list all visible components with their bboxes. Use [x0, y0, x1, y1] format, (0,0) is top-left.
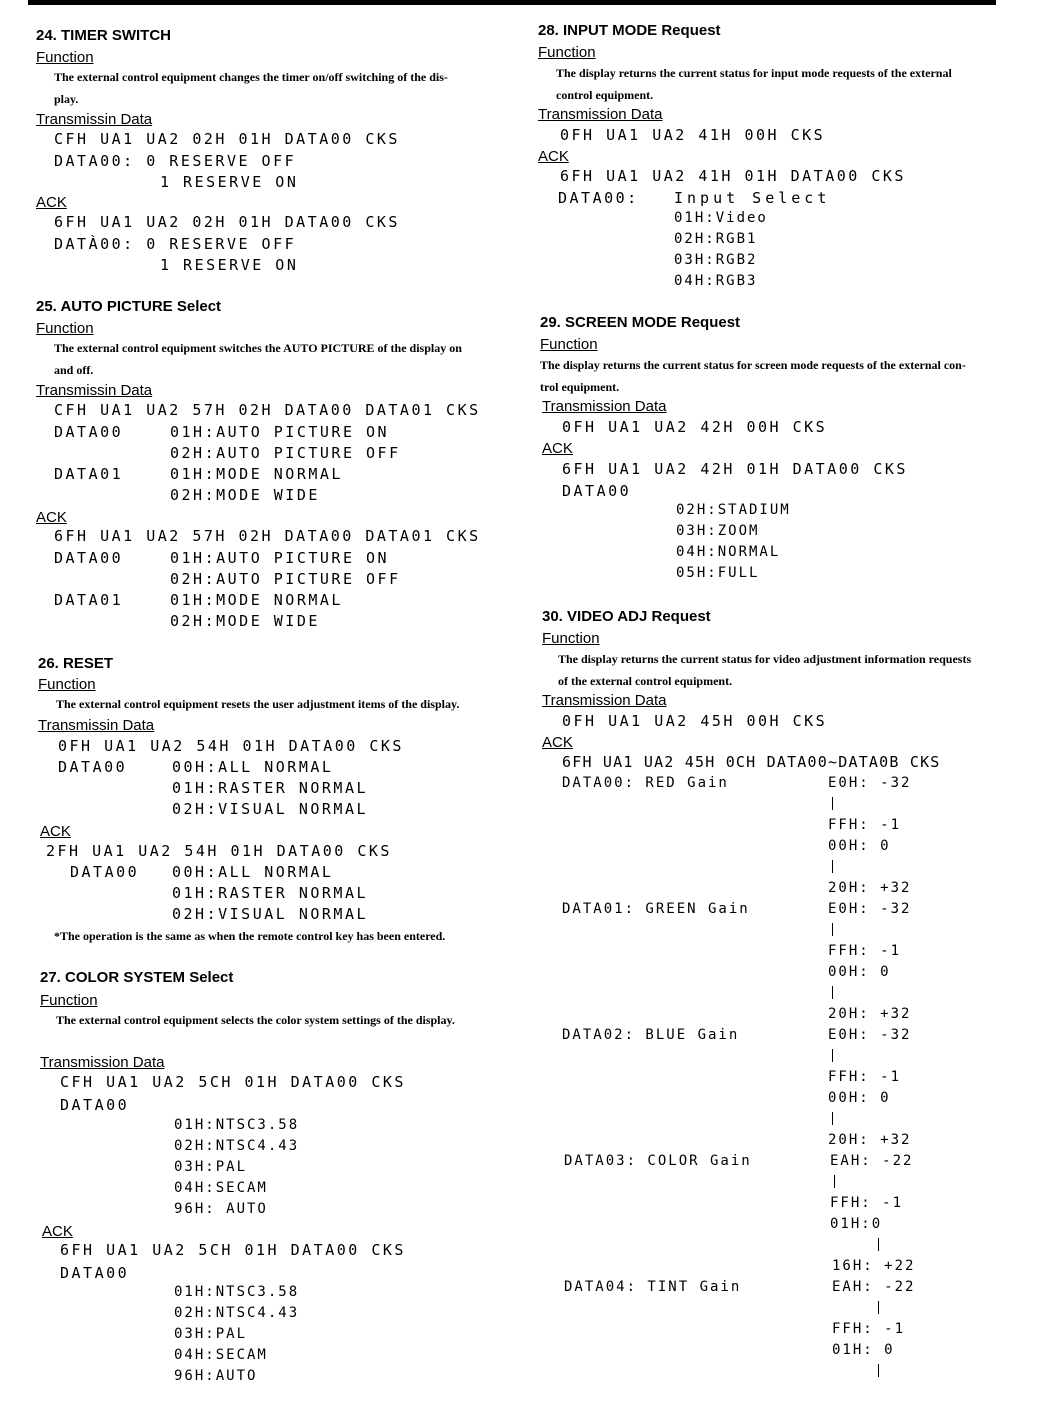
section-25-ack-data01-label: DATA01 [54, 591, 124, 609]
section-24-tx-command: CFH UA1 UA2 02H 01H DATA00 CKS [54, 130, 400, 148]
section-25-tx-data00-label: DATA00 [54, 423, 124, 441]
section-25-ack-data01-opt2: 02H:MODE WIDE [170, 612, 320, 630]
section-28-input-select: Input Select [674, 189, 831, 207]
range-tick [832, 923, 833, 936]
function-label: Function [36, 320, 94, 337]
section-28-opt3: 03H:RGB2 [674, 252, 758, 268]
section-29-opt4: 05H:FULL [676, 565, 760, 581]
section-24-description-cont: play. [54, 92, 79, 106]
section-25-tx-data01-opt2: 02H:MODE WIDE [170, 486, 320, 504]
section-25-ack-data01-opt1: 01H:MODE NORMAL [170, 591, 343, 609]
section-27-tx-data00-label: DATA00 [60, 1096, 130, 1114]
section-25-ack-data00-opt1: 01H:AUTO PICTURE ON [170, 549, 390, 567]
section-26-tx-data00-label: DATA00 [58, 758, 128, 776]
section-27-tx-opt5: 96H: AUTO [174, 1201, 268, 1217]
section-27-tx-opt4: 04H:SECAM [174, 1180, 268, 1196]
section-26-tx-command: 0FH UA1 UA2 54H 01H DATA00 CKS [58, 737, 404, 755]
ack-label: ACK [42, 1223, 73, 1240]
section-24-tx-line1: DATA00: 0 RESERVE OFF [54, 152, 297, 170]
range-tick [834, 1175, 835, 1188]
section-27-title: 27. COLOR SYSTEM Select [40, 969, 234, 986]
section-29-opt2: 03H:ZOOM [676, 523, 760, 539]
function-label: Function [40, 992, 98, 1009]
section-26-ack-opt1: 00H:ALL NORMAL [172, 863, 334, 881]
section-30-row-min: E0H: -32 [828, 901, 912, 917]
section-30-row-label: DATA00: RED Gain [562, 775, 729, 791]
section-28-ack-command: 6FH UA1 UA2 41H 01H DATA00 CKS [560, 167, 906, 185]
section-29-ack-command: 6FH UA1 UA2 42H 01H DATA00 CKS [562, 460, 908, 478]
section-24-description: The external control equipment changes the timer on/off switching of the dis- [54, 70, 448, 84]
section-29-opt1: 02H:STADIUM [676, 502, 791, 518]
section-25-ack-data00-opt2: 02H:AUTO PICTURE OFF [170, 570, 401, 588]
transmission-label: Transmissin Data [36, 111, 153, 128]
section-27-tx-opt1: 01H:NTSC3.58 [174, 1117, 300, 1133]
section-26-ack-data00-label: DATA00 [70, 863, 140, 881]
section-27-tx-opt3: 03H:PAL [174, 1159, 248, 1175]
ack-label: ACK [36, 194, 67, 211]
function-label: Function [36, 49, 94, 66]
section-26-tx-opt1: 00H:ALL NORMAL [172, 758, 334, 776]
function-label: Function [540, 336, 598, 353]
section-26-tx-opt2: 01H:RASTER NORMAL [172, 779, 369, 797]
section-28-opt2: 02H:RGB1 [674, 231, 758, 247]
section-25-title: 25. AUTO PICTURE Select [36, 298, 222, 315]
section-29-description: The display returns the current status for screen mode requests of the external con- [540, 358, 966, 372]
section-26-note: *The operation is the same as when the remote control key has been entered. [54, 929, 446, 943]
section-27-ack-opt1: 01H:NTSC3.58 [174, 1284, 300, 1300]
section-29-opt3: 04H:NORMAL [676, 544, 781, 560]
section-30-row-minus1: FFH: -1 [830, 1195, 904, 1211]
section-30-row-zero: 00H: 0 [828, 838, 891, 854]
section-29-description-cont: trol equipment. [540, 380, 620, 394]
function-label: Function [542, 630, 600, 647]
ack-label: ACK [538, 148, 569, 165]
section-27-ack-opt4: 04H:SECAM [174, 1347, 268, 1363]
section-30-row-min: EAH: -22 [830, 1153, 914, 1169]
section-28-description: The display returns the current status for input mode requests of the external [556, 66, 952, 80]
section-24-ack-line2: 1 RESERVE ON [160, 256, 299, 274]
section-30-row-min: E0H: -32 [828, 775, 912, 791]
ack-label: ACK [542, 440, 573, 457]
section-24-tx-line2: 1 RESERVE ON [160, 173, 299, 191]
section-27-ack-data00-label: DATA00 [60, 1264, 130, 1282]
section-30-row-label: DATA04: TINT Gain [564, 1279, 742, 1295]
section-28-tx-command: 0FH UA1 UA2 41H 00H CKS [560, 126, 826, 144]
section-28-ack-data00-label: DATA00: [558, 189, 639, 207]
section-30-row-label: DATA02: BLUE Gain [562, 1027, 740, 1043]
transmission-label: Transmission Data [542, 692, 667, 709]
section-29-title: 29. SCREEN MODE Request [540, 314, 741, 331]
ack-label: ACK [542, 734, 573, 751]
section-30-row-min: E0H: -32 [828, 1027, 912, 1043]
section-30-row-zero: 00H: 0 [828, 1090, 891, 1106]
section-30-row-zero: 01H:0 [830, 1216, 883, 1232]
section-24-ack-command: 6FH UA1 UA2 02H 01H DATA00 CKS [54, 213, 400, 231]
range-tick [832, 1112, 833, 1125]
section-30-ack-command: 6FH UA1 UA2 45H 0CH DATA00~DATA0B CKS [562, 753, 941, 771]
section-26-ack-command: 2FH UA1 UA2 54H 01H DATA00 CKS [46, 842, 392, 860]
section-30-row-zero: 01H: 0 [832, 1342, 895, 1358]
section-30-row-max: 20H: +32 [828, 1006, 912, 1022]
section-25-tx-data00-opt2: 02H:AUTO PICTURE OFF [170, 444, 401, 462]
section-30-row-label: DATA01: GREEN Gain [562, 901, 750, 917]
section-28-opt4: 04H:RGB3 [674, 273, 758, 289]
section-27-ack-command: 6FH UA1 UA2 5CH 01H DATA00 CKS [60, 1241, 406, 1259]
ack-label: ACK [36, 509, 67, 526]
section-30-row-zero: 00H: 0 [828, 964, 891, 980]
range-tick [878, 1238, 879, 1251]
section-24-ack-line1: DATÀ00: 0 RESERVE OFF [54, 235, 297, 253]
section-25-tx-data01-opt1: 01H:MODE NORMAL [170, 465, 343, 483]
section-30-row-minus1: FFH: -1 [828, 1069, 902, 1085]
section-25-tx-data00-opt1: 01H:AUTO PICTURE ON [170, 423, 390, 441]
section-30-row-label: DATA03: COLOR Gain [564, 1153, 752, 1169]
section-27-description: The external control equipment selects the color system settings of the display. [56, 1013, 455, 1027]
section-25-ack-data00-label: DATA00 [54, 549, 124, 567]
section-29-ack-data00-label: DATA00 [562, 482, 632, 500]
function-label: Function [38, 676, 96, 693]
section-27-tx-opt2: 02H:NTSC4.43 [174, 1138, 300, 1154]
section-30-description-cont: of the external control equipment. [558, 674, 733, 688]
section-25-ack-command: 6FH UA1 UA2 57H 02H DATA00 DATA01 CKS [54, 527, 481, 545]
transmission-label: Transmissin Data [36, 382, 153, 399]
section-24-title: 24. TIMER SWITCH [36, 27, 172, 44]
transmission-label: Transmissin Data [38, 717, 155, 734]
section-26-tx-opt3: 02H:VISUAL NORMAL [172, 800, 369, 818]
range-tick [832, 986, 833, 999]
section-25-description: The external control equipment switches the AUTO PICTURE of the display on [54, 341, 462, 355]
section-27-tx-command: CFH UA1 UA2 5CH 01H DATA00 CKS [60, 1073, 406, 1091]
section-30-row-max: 20H: +32 [828, 1132, 912, 1148]
section-28-description-cont: control equipment. [556, 88, 654, 102]
section-26-description: The external control equipment resets the user adjustment items of the display. [56, 697, 460, 711]
section-30-row-minus1: FFH: -1 [828, 817, 902, 833]
section-26-title: 26. RESET [38, 655, 114, 672]
top-rule [28, 0, 996, 5]
range-tick [832, 860, 833, 873]
section-30-row-minus1: FFH: -1 [828, 943, 902, 959]
range-tick [832, 1049, 833, 1062]
section-28-title: 28. INPUT MODE Request [538, 22, 721, 39]
section-27-ack-opt2: 02H:NTSC4.43 [174, 1305, 300, 1321]
section-27-ack-opt5: 96H:AUTO [174, 1368, 258, 1384]
ack-label: ACK [40, 823, 71, 840]
section-25-tx-command: CFH UA1 UA2 57H 02H DATA00 DATA01 CKS [54, 401, 481, 419]
function-label: Function [538, 44, 596, 61]
section-29-tx-command: 0FH UA1 UA2 42H 00H CKS [562, 418, 828, 436]
section-30-row-max: 16H: +22 [832, 1258, 916, 1274]
section-30-row-minus1: FFH: -1 [832, 1321, 906, 1337]
range-tick [832, 797, 833, 810]
range-tick [878, 1364, 879, 1377]
range-tick [878, 1301, 879, 1314]
section-26-ack-opt3: 02H:VISUAL NORMAL [172, 905, 369, 923]
section-30-tx-command: 0FH UA1 UA2 45H 00H CKS [562, 712, 828, 730]
section-30-title: 30. VIDEO ADJ Request [542, 608, 711, 625]
transmission-label: Transmission Data [538, 106, 663, 123]
section-30-row-min: EAH: -22 [832, 1279, 916, 1295]
section-25-tx-data01-label: DATA01 [54, 465, 124, 483]
section-28-opt1: 01H:Video [674, 210, 768, 226]
section-26-ack-opt2: 01H:RASTER NORMAL [172, 884, 369, 902]
section-30-row-max: 20H: +32 [828, 880, 912, 896]
transmission-label: Transmission Data [40, 1054, 165, 1071]
section-30-description: The display returns the current status for video adjustment information requests [558, 652, 972, 666]
section-27-ack-opt3: 03H:PAL [174, 1326, 248, 1342]
section-25-description-cont: and off. [54, 363, 94, 377]
transmission-label: Transmission Data [542, 398, 667, 415]
